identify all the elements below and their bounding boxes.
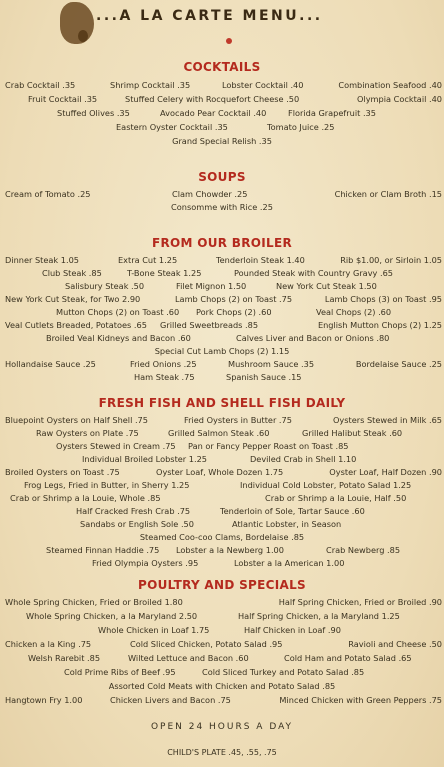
menu-line (0, 202, 444, 214)
menu-line (0, 454, 444, 466)
menu-line (0, 667, 444, 679)
menu-item: Whole Spring Chicken, Fried or Broiled 1.80 (5, 597, 183, 607)
menu-item: New York Cut Steak 1.50 (276, 281, 377, 291)
menu-item: Cold Prime Ribs of Beef .95 (64, 667, 176, 677)
menu-item: Hollandaise Sauce .25 (5, 359, 96, 369)
menu-item: Crab Newberg .85 (326, 545, 401, 555)
menu-line (0, 122, 444, 134)
coffee-stain (60, 2, 94, 44)
menu-line (0, 294, 444, 306)
menu-item: T-Bone Steak 1.25 (127, 268, 202, 278)
menu-item: Consomme with Rice .25 (171, 202, 273, 212)
menu-item: Cold Sliced Chicken, Potato Salad .95 (130, 639, 283, 649)
menu-item: Mutton Chops (2) on Toast .60 (56, 307, 180, 317)
menu-item: Club Steak .85 (42, 268, 102, 278)
menu-item: Pounded Steak with Country Gravy .65 (234, 268, 394, 278)
menu-item: Deviled Crab in Shell 1.10 (250, 454, 357, 464)
menu-item: Sandabs or English Sole .50 (80, 519, 194, 529)
menu-item: Hangtown Fry 1.00 (5, 695, 83, 705)
menu-item: Assorted Cold Meats with Chicken and Potato Salad .85 (108, 681, 336, 691)
menu-item: Oysters Stewed in Milk .65 (332, 415, 442, 425)
menu-line (0, 506, 444, 518)
menu-line (0, 255, 444, 267)
menu-item: Salisbury Steak .50 (65, 281, 145, 291)
menu-item: Fried Onions .25 (130, 359, 197, 369)
menu-item: Florida Grapefruit .35 (288, 108, 376, 118)
menu-line (0, 80, 444, 92)
menu-item: Crab Cocktail .35 (5, 80, 76, 90)
menu-line (0, 625, 444, 637)
menu-item: Stuffed Olives .35 (57, 108, 130, 118)
menu-item: Filet Mignon 1.50 (176, 281, 247, 291)
menu-item: Pan or Fancy Pepper Roast on Toast .85 (188, 441, 349, 451)
menu-line (0, 372, 444, 384)
menu-item: Calves Liver and Bacon or Onions .80 (236, 333, 390, 343)
menu-line (0, 695, 444, 707)
menu-item: Wilted Lettuce and Bacon .60 (128, 653, 249, 663)
menu-item: Olympia Cocktail .40 (356, 94, 442, 104)
menu-item: Steamed Coo-coo Clams, Bordelaise .85 (139, 532, 305, 542)
menu-line (0, 653, 444, 665)
menu-item: Veal Chops (2) .60 (316, 307, 392, 317)
menu-line (0, 415, 444, 427)
menu-item: Cold Sliced Turkey and Potato Salad .85 (202, 667, 365, 677)
menu-item: New York Cut Steak, for Two 2.90 (5, 294, 141, 304)
menu-item: English Mutton Chops (2) 1.25 (317, 320, 442, 330)
menu-item: Shrimp Cocktail .35 (110, 80, 191, 90)
menu-item: Fruit Cocktail .35 (28, 94, 98, 104)
menu-line (0, 519, 444, 531)
menu-line (0, 639, 444, 651)
menu-line (0, 359, 444, 371)
menu-item: Fried Olympia Oysters .95 (92, 558, 199, 568)
menu-item: Broiled Oysters on Toast .75 (5, 467, 120, 477)
menu-title: ...A LA CARTE MENU... (96, 8, 323, 24)
menu-item: Whole Spring Chicken, a la Maryland 2.50 (26, 611, 198, 621)
menu-item: Ham Steak .75 (134, 372, 195, 382)
menu-item: Fried Oysters in Butter .75 (184, 415, 292, 425)
menu-item: Rib $1.00, or Sirloin 1.05 (340, 255, 442, 265)
red-dot-ornament (226, 38, 232, 44)
menu-item: Ravioli and Cheese .50 (348, 639, 442, 649)
menu-item: Minced Chicken with Green Peppers .75 (279, 695, 442, 705)
menu-item: Eastern Oyster Cocktail .35 (116, 122, 228, 132)
section-heading-soups: SOUPS (198, 170, 246, 184)
menu-item: Crab or Shrimp a la Louie, Whole .85 (10, 493, 161, 503)
menu-item: Frog Legs, Fried in Butter, in Sherry 1.25 (24, 480, 190, 490)
menu-item: Lobster Cocktail .40 (222, 80, 304, 90)
menu-item: Chicken Livers and Bacon .75 (110, 695, 231, 705)
section-heading-poultry: POULTRY AND SPECIALS (138, 578, 306, 592)
menu-line (0, 268, 444, 280)
menu-item: Half Spring Chicken, a la Maryland 1.25 (238, 611, 400, 621)
menu-item: Stuffed Celery with Rocquefort Cheese .50 (125, 94, 300, 104)
menu-line (0, 532, 444, 544)
menu-line (0, 94, 444, 106)
childs-plate-text: CHILD'S PLATE .45, .55, .75 (167, 748, 277, 757)
menu-item: Raw Oysters on Plate .75 (36, 428, 139, 438)
menu-line (0, 597, 444, 609)
menu-line (0, 467, 444, 479)
menu-item: Welsh Rarebit .85 (28, 653, 101, 663)
section-heading-cocktails: COCKTAILS (183, 60, 261, 74)
menu-line (0, 441, 444, 453)
menu-item: Broiled Veal Kidneys and Bacon .60 (46, 333, 191, 343)
menu-item: Grilled Sweetbreads .85 (160, 320, 259, 330)
menu-line (0, 307, 444, 319)
menu-item: Bordelaise Sauce .25 (355, 359, 442, 369)
menu-item: Pork Chops (2) .60 (196, 307, 272, 317)
menu-item: Grilled Salmon Steak .60 (168, 428, 270, 438)
menu-item: Dinner Steak 1.05 (5, 255, 79, 265)
menu-line (0, 558, 444, 570)
menu-item: Extra Cut 1.25 (118, 255, 178, 265)
menu-line (0, 545, 444, 557)
menu-item: Lobster a la American 1.00 (234, 558, 345, 568)
menu-item: Whole Chicken in Loaf 1.75 (98, 625, 210, 635)
menu-line (0, 346, 444, 358)
menu-line (0, 333, 444, 345)
menu-item: Chicken or Clam Broth .15 (334, 189, 442, 199)
menu-line (0, 136, 444, 148)
menu-line (0, 611, 444, 623)
menu-line (0, 493, 444, 505)
menu-line (0, 428, 444, 440)
menu-item: Oyster Loaf, Half Dozen .90 (329, 467, 442, 477)
menu-item: Oyster Loaf, Whole Dozen 1.75 (156, 467, 284, 477)
menu-item: Chicken a la King .75 (5, 639, 92, 649)
menu-item: Special Cut Lamb Chops (2) 1.15 (154, 346, 290, 356)
menu-line (0, 320, 444, 332)
menu-item: Crab or Shrimp a la Louie, Half .50 (265, 493, 407, 503)
menu-item: Spanish Sauce .15 (226, 372, 302, 382)
menu-item: Lamb Chops (3) on Toast .95 (324, 294, 442, 304)
menu-item: Individual Broiled Lobster 1.25 (82, 454, 208, 464)
menu-item: Half Chicken in Loaf .90 (244, 625, 341, 635)
menu-item: Half Spring Chicken, Fried or Broiled .90 (278, 597, 442, 607)
section-heading-broiler: FROM OUR BROILER (151, 236, 293, 250)
menu-item: Tenderloin of Sole, Tartar Sauce .60 (220, 506, 365, 516)
menu-line (0, 189, 444, 201)
menu-item: Tenderloin Steak 1.40 (216, 255, 305, 265)
menu-line (0, 281, 444, 293)
menu-item: Cold Ham and Potato Salad .65 (284, 653, 412, 663)
open-24-hours-text: OPEN 24 HOURS A DAY (150, 722, 294, 732)
coffee-stain-drip (78, 30, 88, 42)
menu-line (0, 681, 444, 693)
menu-item: Mushroom Sauce .35 (228, 359, 315, 369)
menu-item: Atlantic Lobster, in Season (232, 519, 342, 529)
menu-item: Individual Cold Lobster, Potato Salad 1.25 (240, 480, 412, 490)
menu-item: Clam Chowder .25 (172, 189, 248, 199)
menu-line (0, 108, 444, 120)
menu-line (0, 480, 444, 492)
menu-item: Avocado Pear Cocktail .40 (160, 108, 267, 118)
menu-item: Lobster a la Newberg 1.00 (176, 545, 284, 555)
menu-item: Bluepoint Oysters on Half Shell .75 (5, 415, 148, 425)
menu-item: Grand Special Relish .35 (172, 136, 272, 146)
menu-item: Oysters Stewed in Cream .75 (56, 441, 176, 451)
menu-item: Half Cracked Fresh Crab .75 (76, 506, 191, 516)
menu-item: Combination Seafood .40 (338, 80, 442, 90)
menu-item: Grilled Halibut Steak .60 (302, 428, 403, 438)
menu-item: Tomato Juice .25 (267, 122, 335, 132)
menu-item: Steamed Finnan Haddie .75 (46, 545, 160, 555)
menu-item: Cream of Tomato .25 (5, 189, 91, 199)
section-heading-fish: FRESH FISH AND SHELL FISH DAILY (98, 396, 346, 410)
menu-item: Lamb Chops (2) on Toast .75 (175, 294, 293, 304)
menu-item: Veal Cutlets Breaded, Potatoes .65 (5, 320, 147, 330)
